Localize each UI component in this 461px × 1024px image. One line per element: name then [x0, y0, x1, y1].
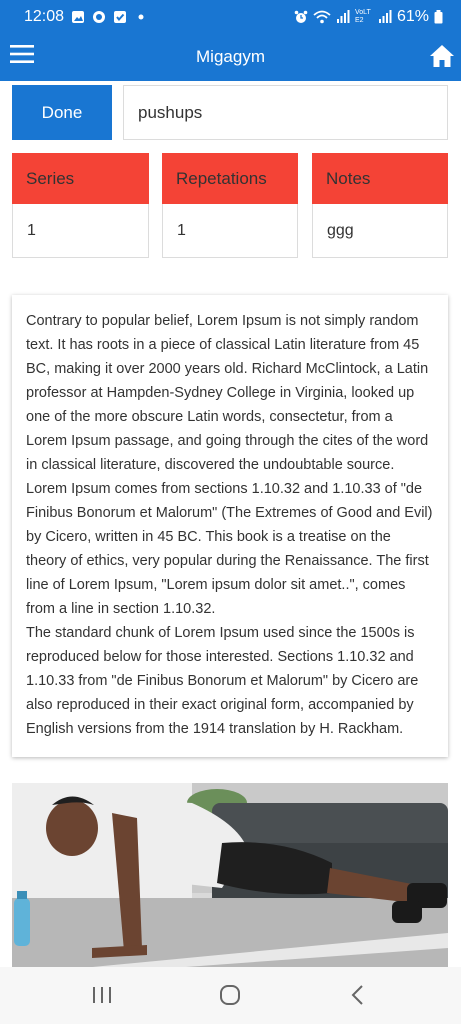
back-icon[interactable] — [344, 981, 372, 1009]
battery-percent: 61% — [396, 7, 429, 25]
alarm-icon — [294, 10, 308, 24]
done-button[interactable]: Done — [12, 85, 112, 140]
series-value[interactable]: 1 — [12, 204, 149, 258]
gallery-notification-icon — [71, 10, 85, 24]
notes-header: Notes — [312, 153, 448, 204]
check-notification-icon — [113, 10, 127, 24]
recent-apps-icon[interactable] — [88, 981, 116, 1009]
network-type: VoLTE2 — [354, 8, 371, 24]
dot-icon — [134, 10, 148, 24]
repetitions-header: Repetations — [162, 153, 298, 204]
app-title: Migagym — [196, 47, 265, 66]
home-icon[interactable] — [429, 43, 455, 69]
status-bar — [0, 0, 461, 33]
exercise-description-card — [12, 295, 448, 757]
hamburger-menu-icon[interactable] — [10, 42, 34, 66]
description-paragraph: The standard chunk of Lorem Ipsum used since the 1500s is reproduced below for those interested. Sections 1.10.32 and 1.10.33 from "de Finibus Bonorum et Malorum" by Cicero are also reproduced in their exact original form, accompanied by English versions from the 1914 translation by H. Rackham. — [26, 625, 419, 737]
signal-icon — [336, 10, 350, 24]
notes-value[interactable]: ggg — [312, 204, 448, 258]
clock: 12:08 — [24, 7, 65, 25]
exercise-image — [12, 783, 448, 973]
sync-notification-icon — [92, 10, 106, 24]
exercise-name-field[interactable]: pushups — [123, 85, 448, 140]
battery-icon — [434, 10, 443, 24]
pushup-illustration — [12, 783, 448, 973]
series-header: Series — [12, 153, 149, 204]
signal-icon-2 — [378, 10, 392, 24]
app-bar — [0, 33, 461, 81]
description-paragraph: Contrary to popular belief, Lorem Ipsum is not simply random text. It has roots in a piece of classical Latin literature from 45 BC, making it over 2000 years old. Richard McClintock, a Latin professor at Hampden-Sydney College in Virginia, looked up one of the more obscure Latin words, consectetur, from a Lorem Ipsum passage, and going through the cites of the word in classical literature, discovered the undoubtable source. Lorem Ipsum comes from sections 1.10.32 and 1.10.33 of "de Finibus Bonorum et Malorum" (The Extremes of Good and Evil) by Cicero, written in 45 BC. This book is a treatise on the theory of ethics, very popular during the Renaissance. The first line of Lorem Ipsum, "Lorem ipsum dolor sit amet..", comes from a line in section 1.10.32. — [26, 313, 433, 617]
wifi-icon — [313, 10, 331, 24]
repetitions-value[interactable]: 1 — [162, 204, 298, 258]
home-circle-icon[interactable] — [216, 981, 244, 1009]
system-nav-bar — [0, 967, 461, 1024]
